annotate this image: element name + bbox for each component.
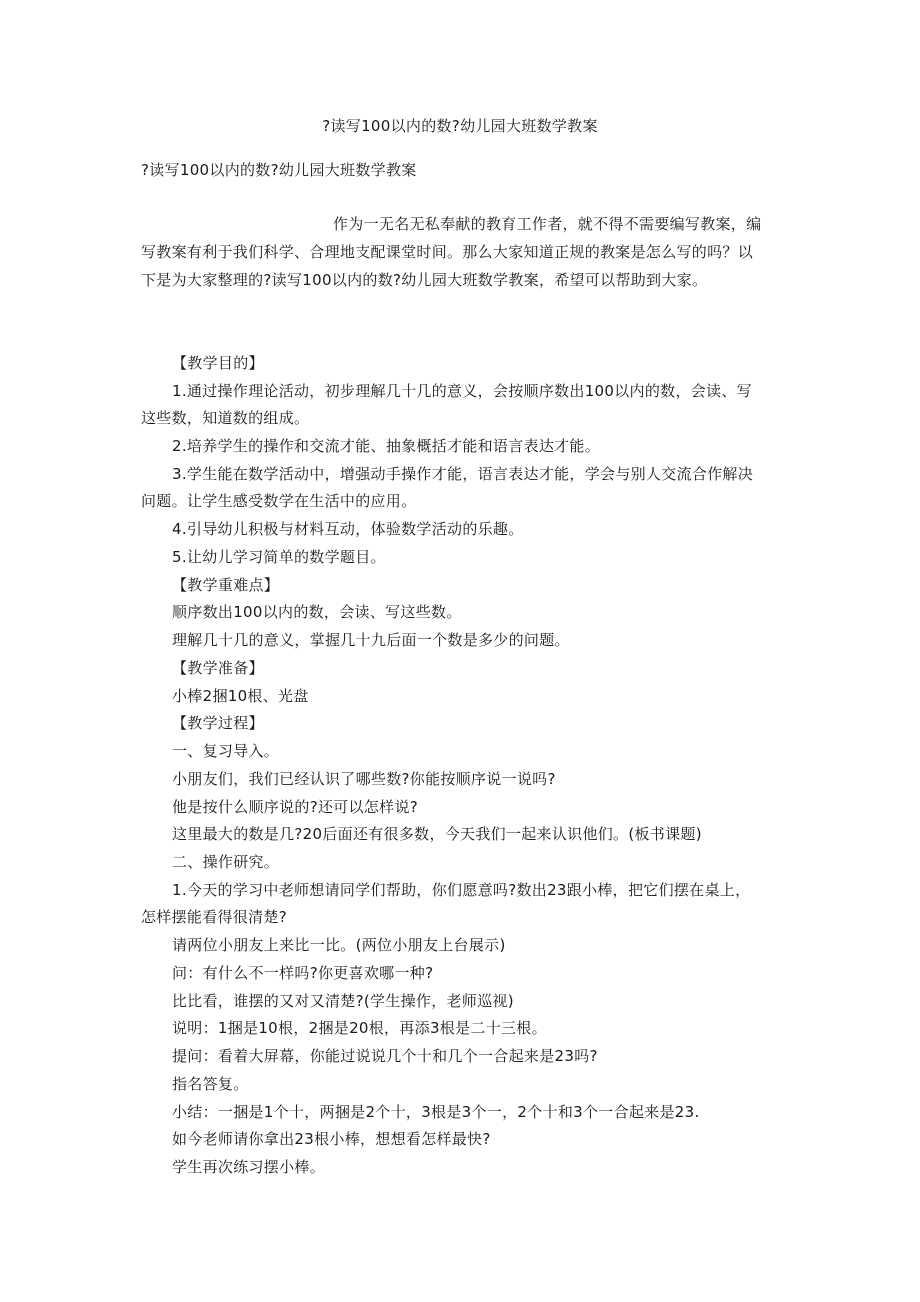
paragraph-line: 这里最大的数是几?20后面还有很多数，今天我们一起来认识他们。(板书课题) bbox=[172, 825, 702, 843]
paragraph-line: 学生再次练习摆小棒。 bbox=[172, 1158, 326, 1176]
paragraph-line: 3.学生能在数学活动中，增强动手操作才能，语言表达才能，学会与别人交流合作解决 bbox=[172, 465, 754, 483]
paragraph-line: 这些数，知道数的组成。 bbox=[141, 409, 310, 427]
paragraph-line: 1.通过操作理论活动，初步理解几十几的意义，会按顺序数出100以内的数，会读、写 bbox=[172, 382, 752, 400]
paragraph-line: 指名答复。 bbox=[172, 1075, 249, 1093]
paragraph-line: 小结：一捆是1个十，两捆是2个十，3根是3个一，2个十和3个一合起来是23. bbox=[172, 1103, 700, 1121]
paragraph-line: 顺序数出100以内的数，会读、写这些数。 bbox=[172, 603, 462, 621]
paragraph-line: 2.培养学生的操作和交流才能、抽象概括才能和语言表达才能。 bbox=[172, 437, 601, 455]
paragraph-line: 4.引导幼儿积极与材料互动，体验数学活动的乐趣。 bbox=[172, 520, 524, 538]
paragraph-line: 如今老师请你拿出23根小棒，想想看怎样最快? bbox=[172, 1130, 491, 1148]
paragraph-line: 比比看，谁摆的又对又清楚?(学生操作，老师巡视) bbox=[172, 992, 514, 1010]
paragraph-line: 提问：看着大屏幕，你能过说说几个十和几个一合起来是23吗? bbox=[172, 1047, 598, 1065]
intro-line: 下是为大家整理的?读写100以内的数?幼儿园大班数学教案，希望可以帮助到大家。 bbox=[141, 271, 708, 289]
paragraph-line: 小棒2捆10根、光盘 bbox=[172, 687, 309, 705]
document-subtitle: ?读写100以内的数?幼儿园大班数学教案 bbox=[141, 161, 417, 179]
paragraph-line: 说明：1捆是10根，2捆是20根，再添3根是二十三根。 bbox=[172, 1019, 547, 1037]
paragraph-line: 理解几十几的意义，掌握几十九后面一个数是多少的问题。 bbox=[172, 631, 570, 649]
section-heading: 【教学目的】 bbox=[172, 354, 264, 372]
paragraph-line: 他是按什么顺序说的?还可以怎样说? bbox=[172, 798, 419, 816]
paragraph-line: 请两位小朋友上来比一比。(两位小朋友上台展示) bbox=[172, 936, 506, 954]
intro-line: 写教案有利于我们科学、合理地支配课堂时间。那么大家知道正规的教案是怎么写的吗？以 bbox=[141, 243, 754, 261]
paragraph-line: 二、操作研究。 bbox=[172, 853, 280, 871]
paragraph-line: 小朋友们，我们已经认识了哪些数?你能按顺序说一说吗? bbox=[172, 770, 556, 788]
intro-line: 作为一无名无私奉献的教育工作者，就不得不需要编写教案，编 bbox=[333, 215, 762, 233]
section-heading: 【教学过程】 bbox=[172, 714, 264, 732]
paragraph-line: 1.今天的学习中老师想请同学们帮助，你们愿意吗?数出23跟小棒，把它们摆在桌上， bbox=[172, 881, 751, 899]
paragraph-line: 问题。让学生感受数学在生活中的应用。 bbox=[141, 492, 417, 510]
paragraph-line: 5.让幼儿学习简单的数学题目。 bbox=[172, 548, 386, 566]
section-heading: 【教学准备】 bbox=[172, 659, 264, 677]
section-heading: 【教学重难点】 bbox=[172, 576, 280, 594]
paragraph-line: 一、复习导入。 bbox=[172, 742, 280, 760]
paragraph-line: 怎样摆能看得很清楚? bbox=[141, 908, 287, 926]
paragraph-line: 问：有什么不一样吗?你更喜欢哪一种? bbox=[172, 964, 434, 982]
page-title: ?读写100以内的数?幼儿园大班数学教案 bbox=[322, 117, 598, 135]
